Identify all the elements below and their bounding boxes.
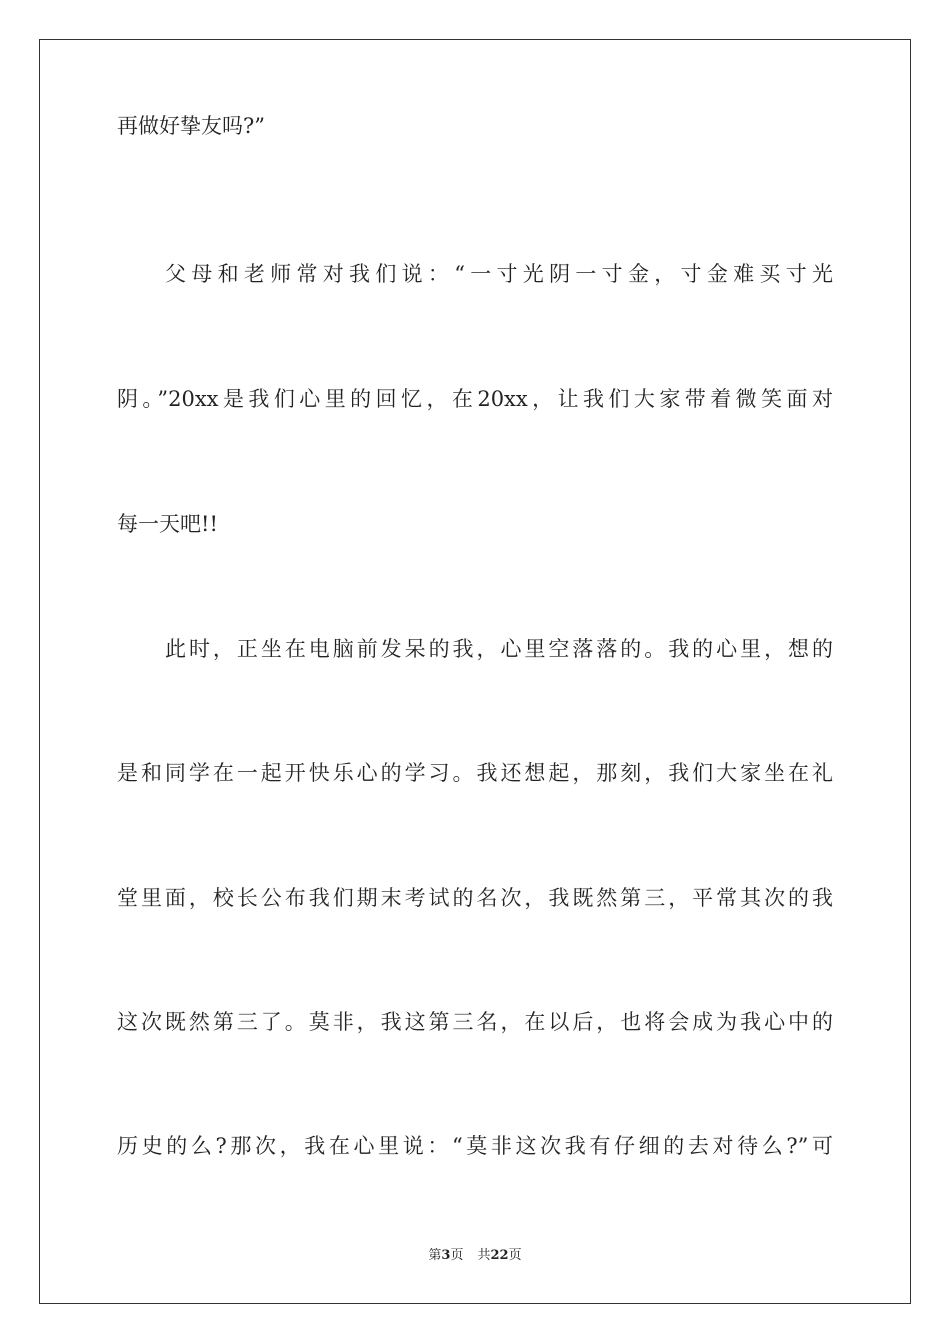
paragraph-line-2: 父母和老师常对我们说：“一寸光阴一寸金，寸金难买寸光 [165,262,833,286]
page-total-number: 22 [490,1248,509,1263]
paragraph-line-8: 这次既然第三了。莫非，我这第三名，在以后，也将会成为我心中的 [117,1010,833,1034]
paragraph-line-4: 每一天吧!! [117,512,218,536]
total-prefix: 共 [477,1248,491,1263]
page-prefix: 第 [428,1248,442,1263]
paragraph-line-1: 再做好挚友吗?” [117,114,265,138]
page-current-number: 3 [441,1248,451,1263]
paragraph-line-3: 阴。”20xx是我们心里的回忆，在20xx，让我们大家带着微笑面对 [117,387,833,411]
page-footer [0,1247,950,1265]
paragraph-line-9: 历史的么?那次，我在心里说：“莫非这次我有仔细的去对待么?”可 [117,1134,833,1158]
total-suffix: 页 [508,1248,522,1263]
paragraph-line-7: 堂里面，校长公布我们期末考试的名次，我既然第三，平常其次的我 [117,886,833,910]
page-frame [39,39,911,1304]
page-suffix: 页 [450,1248,464,1263]
paragraph-line-6: 是和同学在一起开快乐心的学习。我还想起，那刻，我们大家坐在礼 [117,761,833,785]
paragraph-line-5: 此时，正坐在电脑前发呆的我，心里空落落的。我的心里，想的 [165,637,833,661]
